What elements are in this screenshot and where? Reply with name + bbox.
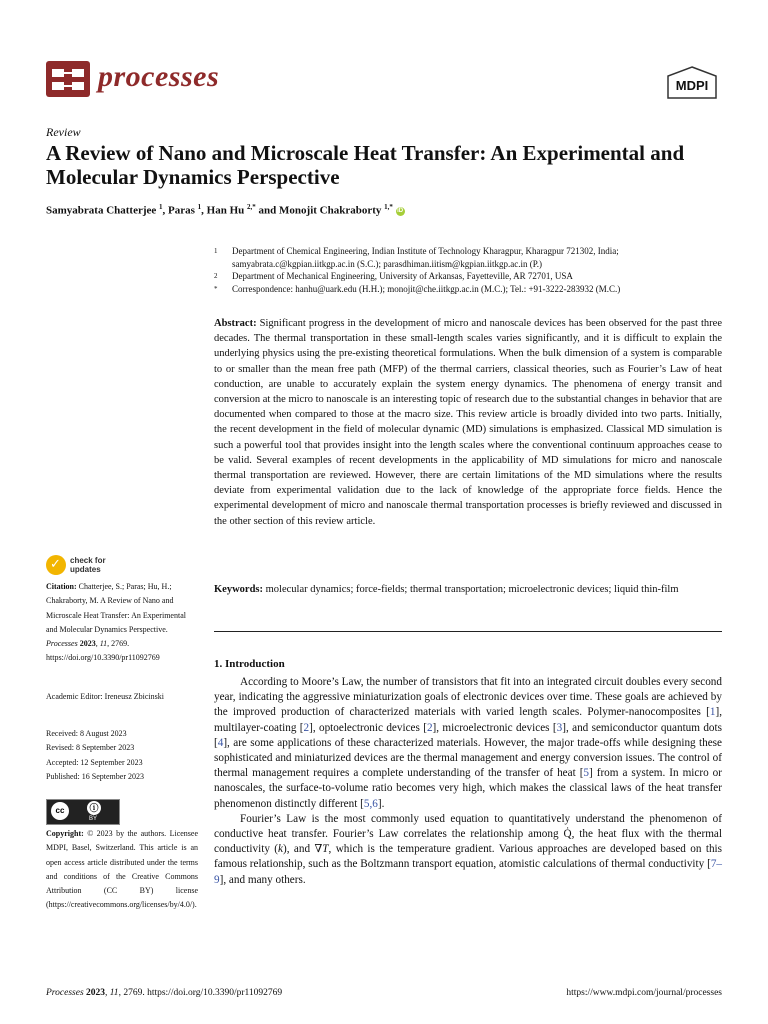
- affiliation-text: Correspondence: hanhu@uark.edu (H.H.); monojit@che.iitkgp.ac.in (M.C.); Tel.: +91-3222-283932 (M.C.): [232, 283, 621, 294]
- orcid-icon[interactable]: iD: [397, 207, 404, 214]
- paragraph: Fourier’s Law is the most commonly used equation to quantitatively understand the phenomenon of conductive heat transfer. Fourier’s Law correlates the relationship among Q̇, the heat flux with the thermal conductivity (k), and ∇T, which is the temperature gradient. Various approaches are developed based on this famous relationship, such as the Boltzmann transport equation, atomistic calculations of thermal conductivity [7–9], and many others.: [214, 812, 722, 886]
- check-updates-line1: check for: [70, 556, 106, 565]
- author-name[interactable]: Han Hu: [206, 204, 245, 217]
- affiliation-number: *: [214, 284, 218, 293]
- footer-citation: Processes 2023, 11, 2769. https://doi.org/10.3390/pr11092769: [46, 988, 283, 998]
- check-updates-icon: ✓: [46, 555, 66, 575]
- author-affiliation-marker: 2,*: [247, 203, 256, 211]
- abstract-text: Significant progress in the development of micro and nanoscale devices has been observed for the past three decades. The thermal transportation in these small-length scales varies significantly, and it is difficult to explain the underlying physics using the pre-existing theoretical formulations. When the bulk dimension of a system is comparable to or smaller than the mean free path (MFP) of the thermal carriers, classical theories, such as Fourier’s Law of heat conduction, are unable to accurately explain the system energy dynamics. The phenomena of energy transit and conversion at the micro to nanoscale is an interesting topic of research due to the substantial changes in behavior that are documented when compared to those at the macro size. This review article is broadly divided into two parts. Initially, the recent development in the field of molecular dynamic (MD) simulations is emphasized. Classical MD simulation is such a powerful tool that provides insight into the length scales where the conventional continuum approaches cease to be valid. Several examples of recent developments in the applicability of MD simulations for micro and nanoscale thermal transportation are reviewed. However, there are certain limitations of the MD simulations where the results deviate from experimental validation due to the lack of knowledge of the appropriate force fields. Hence the experimental development of micro and nanoscale thermal transportation processes is briefly reviewed and discussed in the other section of this review article.: [214, 318, 722, 527]
- author-affiliation-marker: 1: [159, 203, 163, 211]
- check-updates-line2: updates: [70, 565, 101, 574]
- date-accepted: Accepted: 12 September 2023: [46, 757, 143, 767]
- reference-link[interactable]: 5: [583, 767, 590, 780]
- paragraph: According to Moore’s Law, the number of transistors that fit into an integrated circuit doubles every second year, indicating the aggressive miniaturization goals of electronic devices over time. These goals are achieved by the improved production of characterized materials with varied length scales. Polymer-nanocomposites [1], multilayer-coating [2], optoelectronic devices [2], microelectronic devices [3], and semiconductor quantum dots [4], are some applications of these characterized materials. However, the major trade-offs while designing these sophisticated and miniaturized devices are the thermal management and energy conversion issues. The control of thermal management requires a complete understanding of the transfer of heat [5] from a system. In micro or nanoscales, the surface-to-volume ratio becomes very high, which makes the classical laws of the heat transfer phenomenon distinctly different [5,6].: [214, 676, 722, 810]
- cc-icon: cc: [51, 802, 69, 820]
- affiliation-item: [214, 245, 724, 270]
- author-name[interactable]: Paras: [168, 204, 195, 217]
- copyright-label: Copyright:: [46, 829, 84, 838]
- person-icon: ⓘ: [87, 801, 101, 815]
- author-name[interactable]: Monojit Chakraborty: [279, 204, 382, 217]
- editor-label: Academic Editor:: [46, 692, 103, 701]
- check-for-updates-button[interactable]: [46, 554, 116, 578]
- reference-link[interactable]: 2: [303, 721, 310, 734]
- footer-journal-url[interactable]: https://www.mdpi.com/journal/processes: [566, 988, 722, 998]
- keywords: [214, 582, 722, 597]
- affiliation-item: [214, 270, 724, 283]
- author-list: Samyabrata Chatterjee $^1$, Paras $^1$, Han Hu $^{2,*}$ and Monojit Chakraborty $^{1,*}$ iD: [46, 203, 404, 217]
- author-affiliation-marker: 1: [197, 203, 202, 211]
- reference-link[interactable]: 1: [709, 706, 716, 719]
- journal-logo-icon: [46, 61, 90, 97]
- publication-dates: [46, 727, 198, 784]
- author-name[interactable]: Samyabrata Chatterjee: [46, 204, 157, 217]
- keywords-text: molecular dynamics; force-fields; thermal transportation; microelectronic devices; liquid thin-film: [265, 584, 679, 595]
- abstract: [214, 316, 722, 529]
- footer-doi-link[interactable]: , 2769. https://doi.org/10.3390/pr11092769: [118, 988, 283, 998]
- date-published: Published: 16 September 2023: [46, 771, 144, 781]
- affiliation-text: Department of Chemical Engineering, Indian Institute of Technology Kharagpur, Kharagpur 721302, India; samyabrata.c@kgpian.iitkgp.ac.in (S.C.); parasdhiman.iitism@kgpian.iitkgp.ac.in (P.): [232, 246, 619, 269]
- copyright-block: [46, 827, 198, 913]
- article-title: A Review of Nano and Microscale Heat Transfer: An Experimental and Molecular Dynamics Perspective: [46, 141, 685, 189]
- reference-link[interactable]: 7–9: [214, 858, 722, 886]
- affiliation-number: 1: [214, 247, 218, 255]
- affiliation-item: [214, 283, 724, 296]
- citation-doi[interactable]: , 2769. https://doi.org/10.3390/pr11092769: [46, 639, 160, 663]
- publisher-name: MDPI: [675, 78, 709, 93]
- academic-editor: [46, 690, 198, 704]
- date-revised: Revised: 8 September 2023: [46, 743, 135, 753]
- affiliation-number: 2: [214, 272, 218, 280]
- date-received: Received: 8 August 2023: [46, 729, 127, 738]
- mdpi-logo: [666, 66, 718, 100]
- citation-label: Citation:: [46, 582, 77, 591]
- body-text: [214, 675, 722, 888]
- reference-link[interactable]: 3: [556, 721, 563, 734]
- journal-name: processes: [98, 60, 220, 93]
- cc-by-license-badge[interactable]: [46, 799, 120, 825]
- reference-link[interactable]: 2: [426, 721, 433, 734]
- copyright-text: © 2023 by the authors. Licensee MDPI, Basel, Switzerland. This article is an open access article distributed under the terms and conditions of the Creative Commons Attribution (CC BY) license (https://creativecommons.org/licenses/by/4.0/).: [46, 829, 199, 910]
- article-type: Review: [46, 125, 81, 139]
- editor-name: Ireneusz Zbicinski: [104, 692, 164, 701]
- reference-link[interactable]: 4: [217, 736, 224, 749]
- author-affiliation-marker: 1,*: [384, 203, 393, 211]
- affiliation-text: Department of Mechanical Engineering, University of Arkansas, Fayetteville, AR 72701, USA: [232, 271, 573, 281]
- citation-block: Citation: Chatterjee, S.; Paras; Hu, H.; Chakraborty, M. A Review of Nano and Microscale Heat Transfer: An Experimental and Molecular Dynamics Perspective. Processes 2023, 11, 2769. https://doi.org/10.3390/pr11092769: [46, 582, 186, 663]
- affiliations: [214, 245, 724, 295]
- abstract-label: Abstract:: [214, 318, 257, 329]
- reference-link[interactable]: 5,6: [363, 797, 378, 810]
- keywords-label: Keywords:: [214, 584, 263, 595]
- section-heading: 1. Introduction: [214, 658, 285, 670]
- license-badge-text: BY: [89, 816, 98, 822]
- section-divider: [214, 631, 722, 632]
